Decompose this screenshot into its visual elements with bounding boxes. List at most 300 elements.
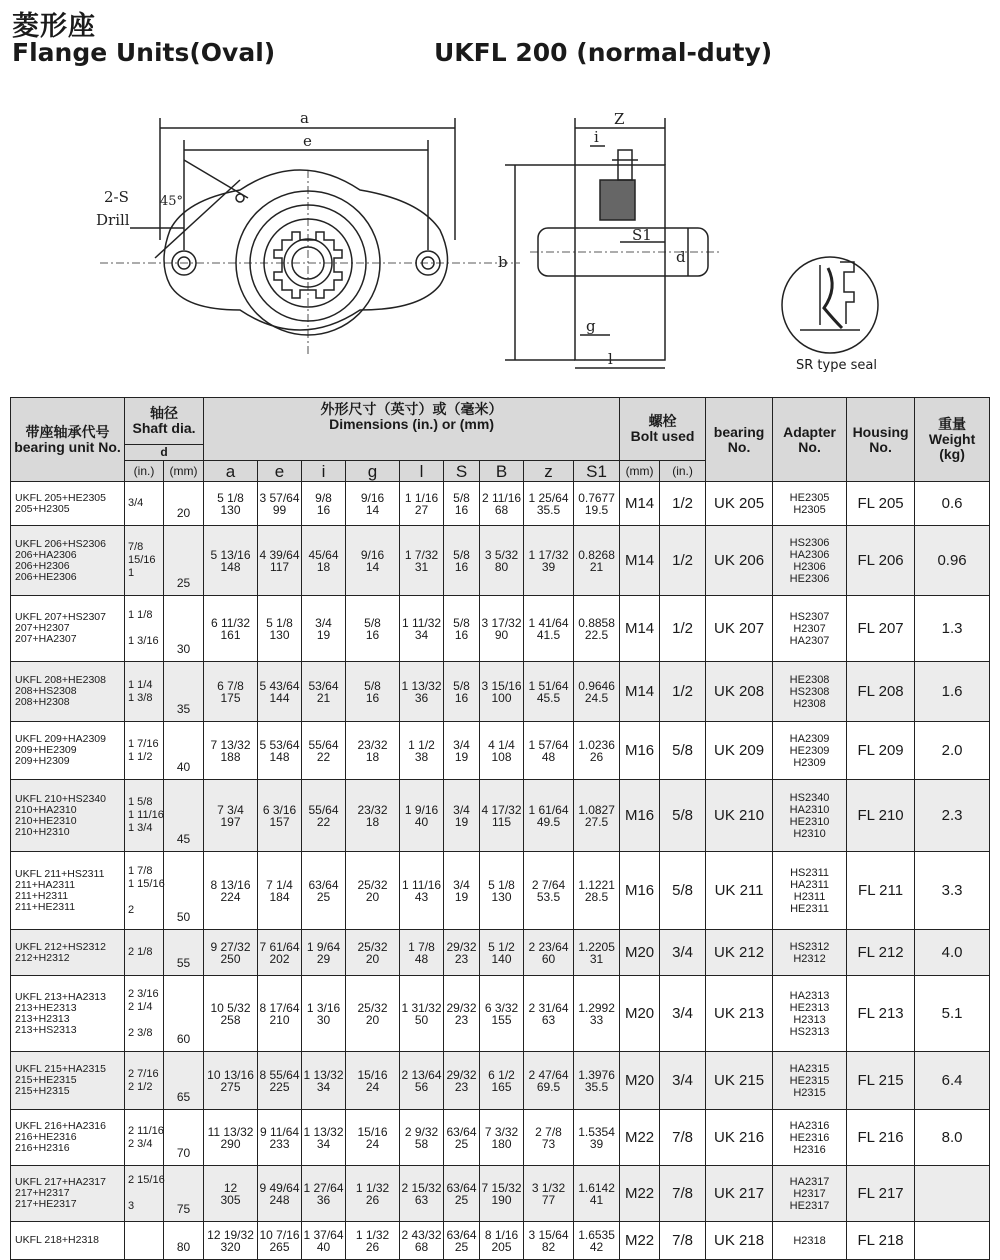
- dim-inch-value: 5 43/64: [259, 678, 300, 693]
- cell-dim-s: [444, 662, 480, 722]
- cell-dim-e: [258, 1222, 302, 1260]
- cell-bolt-in: 1/2: [660, 596, 706, 662]
- header-col-a: a: [204, 461, 258, 482]
- dim-inch-value: 10 7/16: [259, 1227, 300, 1242]
- cell-dim-i: [302, 596, 346, 662]
- label-drill: Drill: [96, 211, 130, 229]
- cell-bearing: UK 213: [706, 976, 773, 1052]
- dim-mm-value: 22.5: [584, 627, 609, 642]
- cell-dim-z: [524, 852, 574, 930]
- cell-weight: 1.6: [915, 662, 990, 722]
- cell-dim-i: [302, 930, 346, 976]
- cell-dim-z: [524, 976, 574, 1052]
- table-row: [11, 780, 990, 852]
- cell-adapter: HS2307 H2307 HA2307: [773, 596, 847, 662]
- spec-table: [10, 397, 990, 1260]
- dim-inch-value: 55/64: [308, 737, 339, 752]
- dim-mm-value: 48: [541, 749, 556, 764]
- dim-inch-value: 3 15/16: [481, 678, 522, 693]
- dim-mm-value: 68: [414, 1239, 429, 1254]
- cell-weight: 0.96: [915, 526, 990, 596]
- cell-dim-g: [346, 662, 400, 722]
- cell-shaft-in: 1 1/8 1 3/16: [125, 596, 164, 662]
- dim-inch-value: 1 11/32: [401, 615, 442, 630]
- cell-dim-e: [258, 852, 302, 930]
- dim-mm-value: 90: [494, 627, 509, 642]
- cell-dim-z: [524, 662, 574, 722]
- dim-mm-value: 148: [220, 559, 241, 574]
- dim-inch-value: 5/8: [364, 615, 381, 630]
- cell-adapter: HA2309 HE2309 H2309: [773, 722, 847, 780]
- table-row: [11, 1052, 990, 1110]
- dim-mm-value: 29: [316, 951, 331, 966]
- cell-dim-z: [524, 1222, 574, 1260]
- cell-adapter: HS2312 H2312: [773, 930, 847, 976]
- label-e: e: [303, 132, 312, 150]
- cell-shaft-mm: 80: [164, 1222, 204, 1260]
- dim-mm-value: 23: [454, 951, 469, 966]
- cell-dim-e: [258, 1110, 302, 1166]
- cell-bolt-mm: M16: [620, 780, 660, 852]
- dim-mm-value: 290: [220, 1136, 241, 1151]
- dim-inch-value: 1 13/32: [303, 1124, 344, 1139]
- cell-dim-g: [346, 1110, 400, 1166]
- cell-dim-s: [444, 852, 480, 930]
- label-d: d: [676, 248, 686, 266]
- cell-housing: FL 205: [847, 482, 915, 526]
- dim-inch-value: 0.9646: [578, 678, 615, 693]
- table-row: [11, 482, 990, 526]
- dim-mm-value: 258: [220, 1012, 241, 1027]
- cell-dim-l: [400, 526, 444, 596]
- cell-dim-b: [480, 780, 524, 852]
- cell-bearing: UK 208: [706, 662, 773, 722]
- cell-housing: FL 212: [847, 930, 915, 976]
- cell-unit: UKFL 213+HA2313 213+HE2313 213+H2313 213+HS2313: [11, 976, 125, 1052]
- cell-unit: UKFL 207+HS2307 207+H2307 207+HA2307: [11, 596, 125, 662]
- cell-dim-z: [524, 482, 574, 526]
- dim-inch-value: 6 3/16: [262, 802, 297, 817]
- header-col-z: z: [524, 461, 574, 482]
- dim-mm-value: 248: [269, 1192, 290, 1207]
- dim-inch-value: 5/8: [453, 678, 470, 693]
- dim-mm-value: 250: [220, 951, 241, 966]
- cell-housing: FL 207: [847, 596, 915, 662]
- cell-bolt-in: 1/2: [660, 662, 706, 722]
- label-i: i: [594, 128, 599, 146]
- dim-mm-value: 48: [414, 951, 429, 966]
- cell-bolt-in: 3/4: [660, 1052, 706, 1110]
- cell-dim-g: [346, 976, 400, 1052]
- dim-mm-value: 205: [491, 1239, 512, 1254]
- dim-inch-value: 6 7/8: [217, 678, 244, 693]
- cell-weight: 2.3: [915, 780, 990, 852]
- cell-dim-b: [480, 722, 524, 780]
- cell-bearing: UK 218: [706, 1222, 773, 1260]
- cell-bolt-in: 7/8: [660, 1222, 706, 1260]
- dim-mm-value: 275: [220, 1079, 241, 1094]
- cell-weight: [915, 1166, 990, 1222]
- dim-inch-value: 15/16: [357, 1067, 388, 1082]
- table-row: [11, 1166, 990, 1222]
- dim-inch-value: 1 9/16: [404, 802, 439, 817]
- cell-dim-a: [204, 722, 258, 780]
- cell-dim-l: [400, 780, 444, 852]
- cell-dim-s: [444, 976, 480, 1052]
- table-row: [11, 930, 990, 976]
- dim-inch-value: 1 1/16: [404, 490, 439, 505]
- dim-inch-value: 3/4: [453, 802, 470, 817]
- cell-unit: UKFL 216+HA2316 216+HE2316 216+H2316: [11, 1110, 125, 1166]
- dim-mm-value: 27.5: [584, 814, 609, 829]
- cell-shaft-in: 1 7/16 1 1/2: [125, 722, 164, 780]
- cell-dim-i: [302, 976, 346, 1052]
- dim-mm-value: 99: [272, 502, 287, 517]
- dim-mm-value: 39: [541, 559, 556, 574]
- dim-mm-value: 18: [365, 814, 380, 829]
- cell-unit: UKFL 210+HS2340 210+HA2310 210+HE2310 210+H2310: [11, 780, 125, 852]
- seal-detail-drawing: [782, 257, 878, 353]
- cell-unit: UKFL 217+HA2317 217+H2317 217+HE2317: [11, 1166, 125, 1222]
- cell-dim-b: [480, 852, 524, 930]
- dim-inch-value: 7 3/32: [484, 1124, 519, 1139]
- dim-mm-value: 58: [414, 1136, 429, 1151]
- seal-label: SR type seal: [796, 358, 877, 373]
- dim-mm-value: 225: [269, 1079, 290, 1094]
- cell-shaft-in: 3/4: [125, 482, 164, 526]
- dim-mm-value: 14: [365, 502, 380, 517]
- cell-dim-e: [258, 1166, 302, 1222]
- cell-dim-g: [346, 780, 400, 852]
- cell-dim-a: [204, 1110, 258, 1166]
- dim-inch-value: 5 53/64: [259, 737, 300, 752]
- dim-inch-value: 1.6142: [578, 1180, 615, 1195]
- dim-mm-value: 233: [269, 1136, 290, 1151]
- dim-mm-value: 19: [316, 627, 331, 642]
- dim-mm-value: 22: [316, 814, 331, 829]
- cell-shaft-in: [125, 1222, 164, 1260]
- dim-mm-value: 34: [316, 1079, 331, 1094]
- cell-dim-l: [400, 976, 444, 1052]
- cell-dim-a: [204, 780, 258, 852]
- title-english: Flange Units(Oval): [12, 38, 276, 67]
- cell-bolt-mm: M16: [620, 852, 660, 930]
- cell-dim-g: [346, 596, 400, 662]
- dim-inch-value: 4 1/4: [488, 737, 515, 752]
- dim-mm-value: 28.5: [584, 889, 609, 904]
- dim-inch-value: 2 15/32: [401, 1180, 442, 1195]
- cell-dim-s: [444, 1052, 480, 1110]
- cell-weight: 0.6: [915, 482, 990, 526]
- dim-mm-value: 24.5: [584, 690, 609, 705]
- dim-inch-value: 1.3976: [578, 1067, 615, 1082]
- header-col-g: g: [346, 461, 400, 482]
- label-g: g: [586, 317, 596, 335]
- dim-mm-value: 305: [220, 1192, 241, 1207]
- cell-dim-a: [204, 482, 258, 526]
- dim-inch-value: 1 25/64: [528, 490, 569, 505]
- dim-inch-value: 8 17/64: [259, 1000, 300, 1015]
- dim-inch-value: 2 13/64: [401, 1067, 442, 1082]
- cell-unit: UKFL 209+HA2309 209+HE2309 209+H2309: [11, 722, 125, 780]
- cell-adapter: HA2313 HE2313 H2313 HS2313: [773, 976, 847, 1052]
- header-shaft: 轴径 Shaft dia.: [125, 398, 204, 445]
- cell-adapter: HS2311 HA2311 H2311 HE2311: [773, 852, 847, 930]
- dim-mm-value: 190: [491, 1192, 512, 1207]
- cell-dim-s: [444, 1110, 480, 1166]
- dim-inch-value: 53/64: [308, 678, 339, 693]
- dim-mm-value: 25: [454, 1136, 469, 1151]
- cell-shaft-in: 1 1/4 1 3/8: [125, 662, 164, 722]
- dim-mm-value: 19: [454, 889, 469, 904]
- dim-inch-value: 1 7/32: [404, 547, 439, 562]
- dim-mm-value: 21: [589, 559, 604, 574]
- header-col-i: i: [302, 461, 346, 482]
- dim-mm-value: 26: [365, 1192, 380, 1207]
- cell-dim-s: [444, 482, 480, 526]
- dim-mm-value: 82: [541, 1239, 556, 1254]
- dim-inch-value: 2 31/64: [528, 1000, 569, 1015]
- dim-mm-value: 69.5: [536, 1079, 561, 1094]
- header-housing: Housing No.: [847, 398, 915, 482]
- cell-dim-z: [524, 1110, 574, 1166]
- cell-bolt-mm: M20: [620, 1052, 660, 1110]
- dim-inch-value: 29/32: [446, 1000, 477, 1015]
- cell-dim-b: [480, 930, 524, 976]
- cell-dim-z: [524, 780, 574, 852]
- cell-bolt-in: 3/4: [660, 930, 706, 976]
- dim-mm-value: 202: [269, 951, 290, 966]
- cell-shaft-mm: 30: [164, 596, 204, 662]
- dim-mm-value: 184: [269, 889, 290, 904]
- dim-mm-value: 50: [414, 1012, 429, 1027]
- dim-inch-value: 4 17/32: [481, 802, 522, 817]
- cell-dim-b: [480, 976, 524, 1052]
- cell-housing: FL 213: [847, 976, 915, 1052]
- dim-inch-value: 7 15/32: [481, 1180, 522, 1195]
- dim-inch-value: 1 17/32: [528, 547, 569, 562]
- dim-mm-value: 16: [454, 690, 469, 705]
- cell-shaft-mm: 25: [164, 526, 204, 596]
- label-a: a: [300, 109, 309, 127]
- header-adapter: Adapter No.: [773, 398, 847, 482]
- technical-drawings: [0, 100, 1000, 390]
- dim-inch-value: 1 9/64: [306, 939, 341, 954]
- table-row: [11, 662, 990, 722]
- cell-dim-l: [400, 1222, 444, 1260]
- cell-housing: FL 208: [847, 662, 915, 722]
- cell-dim-s: [444, 1222, 480, 1260]
- dim-mm-value: 56: [414, 1079, 429, 1094]
- cell-adapter: HS2340 HA2310 HE2310 H2310: [773, 780, 847, 852]
- cell-dim-l: [400, 722, 444, 780]
- dim-inch-value: 23/32: [357, 802, 388, 817]
- dim-inch-value: 3/4: [315, 615, 332, 630]
- cell-shaft-mm: 40: [164, 722, 204, 780]
- cell-dim-g: [346, 1052, 400, 1110]
- cell-bearing: UK 215: [706, 1052, 773, 1110]
- dim-mm-value: 80: [494, 559, 509, 574]
- dim-mm-value: 19: [454, 749, 469, 764]
- dim-inch-value: 7 13/32: [210, 737, 251, 752]
- cell-dim-i: [302, 482, 346, 526]
- cell-housing: FL 217: [847, 1166, 915, 1222]
- dim-inch-value: 1 51/64: [528, 678, 569, 693]
- dim-mm-value: 26: [365, 1239, 380, 1254]
- cell-unit: UKFL 206+HS2306 206+HA2306 206+H2306 206+HE2306: [11, 526, 125, 596]
- header-bolt-in: (in.): [660, 461, 706, 482]
- cell-shaft-in: 2 7/16 2 1/2: [125, 1052, 164, 1110]
- dim-mm-value: 144: [269, 690, 290, 705]
- cell-dim-b: [480, 596, 524, 662]
- dim-mm-value: 175: [220, 690, 241, 705]
- dim-mm-value: 22: [316, 749, 331, 764]
- cell-dim-z: [524, 596, 574, 662]
- cell-dim-e: [258, 930, 302, 976]
- cell-bolt-in: 7/8: [660, 1166, 706, 1222]
- dim-mm-value: 20: [365, 1012, 380, 1027]
- dim-mm-value: 26: [589, 749, 604, 764]
- dim-mm-value: 45.5: [536, 690, 561, 705]
- dim-inch-value: 2 9/32: [404, 1124, 439, 1139]
- dim-inch-value: 6 3/32: [484, 1000, 519, 1015]
- cell-dim-l: [400, 662, 444, 722]
- cell-weight: 3.3: [915, 852, 990, 930]
- cell-bearing: UK 216: [706, 1110, 773, 1166]
- dim-inch-value: 12: [223, 1180, 238, 1195]
- dim-inch-value: 8 55/64: [259, 1067, 300, 1082]
- cell-bolt-mm: M14: [620, 596, 660, 662]
- cell-housing: FL 211: [847, 852, 915, 930]
- cell-weight: 6.4: [915, 1052, 990, 1110]
- dim-inch-value: 25/32: [357, 939, 388, 954]
- dim-inch-value: 25/32: [357, 877, 388, 892]
- cell-dim-i: [302, 662, 346, 722]
- dim-mm-value: 16: [316, 502, 331, 517]
- cell-dim-b: [480, 1110, 524, 1166]
- front-view-drawing: [100, 118, 520, 355]
- cell-shaft-in: 2 15/16 3: [125, 1166, 164, 1222]
- cell-dim-a: [204, 662, 258, 722]
- dim-inch-value: 3/4: [453, 737, 470, 752]
- cell-shaft-mm: 70: [164, 1110, 204, 1166]
- table-row: [11, 852, 990, 930]
- cell-bearing: UK 211: [706, 852, 773, 930]
- cell-dim-z: [524, 1166, 574, 1222]
- dim-mm-value: 63: [541, 1012, 556, 1027]
- cell-dim-s1: [574, 930, 620, 976]
- dim-mm-value: 41.5: [536, 627, 561, 642]
- dim-mm-value: 39: [589, 1136, 604, 1151]
- cell-dim-z: [524, 1052, 574, 1110]
- dim-mm-value: 148: [269, 749, 290, 764]
- dim-mm-value: 43: [414, 889, 429, 904]
- cell-dim-s: [444, 722, 480, 780]
- cell-dim-a: [204, 1052, 258, 1110]
- dim-inch-value: 1 11/16: [401, 877, 442, 892]
- cell-bolt-in: 1/2: [660, 526, 706, 596]
- cell-weight: 1.3: [915, 596, 990, 662]
- dim-mm-value: 35.5: [584, 1079, 609, 1094]
- dim-mm-value: 155: [491, 1012, 512, 1027]
- cell-weight: [915, 1222, 990, 1260]
- label-2s: 2-S: [104, 188, 129, 206]
- dim-mm-value: 23: [454, 1079, 469, 1094]
- dim-mm-value: 77: [541, 1192, 556, 1207]
- dim-mm-value: 130: [220, 502, 241, 517]
- cell-dim-b: [480, 1052, 524, 1110]
- dim-inch-value: 1 27/64: [303, 1180, 344, 1195]
- dim-inch-value: 1 1/32: [355, 1227, 390, 1242]
- dim-mm-value: 188: [220, 749, 241, 764]
- cell-dim-l: [400, 596, 444, 662]
- cell-dim-b: [480, 1222, 524, 1260]
- cell-bolt-in: 1/2: [660, 482, 706, 526]
- dim-mm-value: 16: [454, 559, 469, 574]
- cell-dim-g: [346, 526, 400, 596]
- dim-inch-value: 1.1221: [578, 877, 615, 892]
- dim-mm-value: 21: [316, 690, 331, 705]
- dim-inch-value: 1.5354: [578, 1124, 615, 1139]
- dim-mm-value: 35.5: [536, 502, 561, 517]
- cell-dim-e: [258, 780, 302, 852]
- header-in: (in.): [125, 461, 164, 482]
- cell-adapter: HE2305 H2305: [773, 482, 847, 526]
- cell-dim-g: [346, 1222, 400, 1260]
- cell-dim-e: [258, 722, 302, 780]
- cell-dim-i: [302, 1166, 346, 1222]
- dim-inch-value: 5 1/8: [488, 877, 515, 892]
- cell-bolt-mm: M20: [620, 976, 660, 1052]
- table-row: [11, 976, 990, 1052]
- dim-mm-value: 16: [365, 627, 380, 642]
- label-z: Z: [614, 110, 625, 128]
- cell-weight: 4.0: [915, 930, 990, 976]
- dim-mm-value: 34: [316, 1136, 331, 1151]
- cell-dim-e: [258, 1052, 302, 1110]
- cell-bolt-in: 5/8: [660, 852, 706, 930]
- dim-mm-value: 224: [220, 889, 241, 904]
- dim-inch-value: 9 49/64: [259, 1180, 300, 1195]
- cell-adapter: H2318: [773, 1222, 847, 1260]
- header-col-s: S: [444, 461, 480, 482]
- dim-mm-value: 63: [414, 1192, 429, 1207]
- dim-inch-value: 4 39/64: [259, 547, 300, 562]
- cell-dim-g: [346, 930, 400, 976]
- table-row: [11, 1110, 990, 1166]
- cell-unit: UKFL 212+HS2312 212+H2312: [11, 930, 125, 976]
- dim-inch-value: 0.8268: [578, 547, 615, 562]
- cell-shaft-mm: 45: [164, 780, 204, 852]
- dim-inch-value: 10 13/16: [207, 1067, 254, 1082]
- cell-dim-l: [400, 482, 444, 526]
- dim-inch-value: 1 31/32: [401, 1000, 442, 1015]
- header-weight: 重量 Weight (kg): [915, 398, 990, 482]
- cell-unit: UKFL 205+HE2305 205+H2305: [11, 482, 125, 526]
- dim-inch-value: 5/8: [453, 615, 470, 630]
- dim-mm-value: 19.5: [584, 502, 609, 517]
- dim-mm-value: 16: [454, 627, 469, 642]
- header-mm: (mm): [164, 461, 204, 482]
- dim-inch-value: 63/64: [446, 1227, 477, 1242]
- cell-adapter: HA2315 HE2315 H2315: [773, 1052, 847, 1110]
- dim-mm-value: 24: [365, 1136, 380, 1151]
- dim-mm-value: 24: [365, 1079, 380, 1094]
- cell-dim-g: [346, 852, 400, 930]
- dim-inch-value: 63/64: [446, 1180, 477, 1195]
- cell-dim-s: [444, 780, 480, 852]
- cell-dim-s1: [574, 596, 620, 662]
